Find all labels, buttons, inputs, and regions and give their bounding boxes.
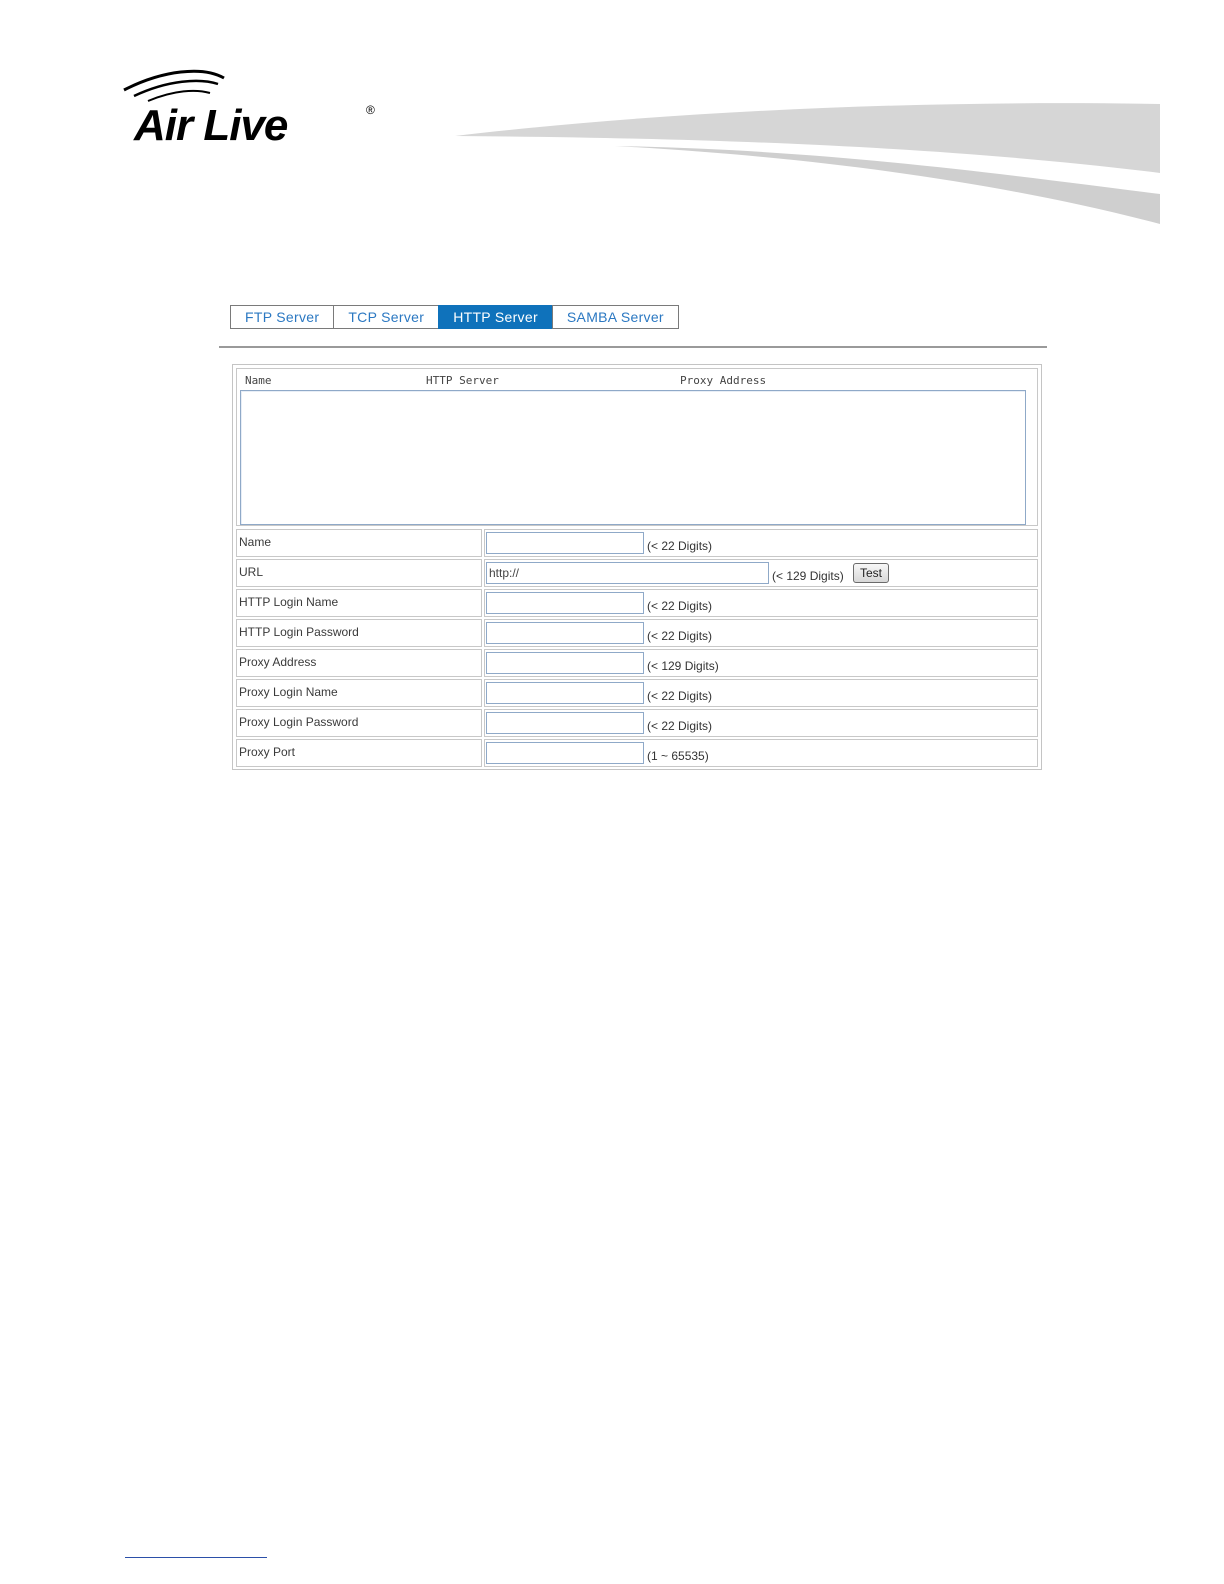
form-row-name bbox=[236, 528, 1038, 558]
form-row-proxy-login-name bbox=[236, 678, 1038, 708]
form-row-http-login-password bbox=[236, 618, 1038, 648]
http-server-list[interactable] bbox=[240, 390, 1026, 525]
form-row-proxy-address bbox=[236, 648, 1038, 678]
logo-wordmark: Air Live bbox=[134, 101, 288, 148]
proxy-login-name-hint: (< 22 Digits) bbox=[647, 689, 713, 703]
tab-tcp-server[interactable]: TCP Server bbox=[333, 305, 439, 329]
proxy-login-name-label: Proxy Login Name bbox=[236, 679, 482, 707]
http-server-list-box bbox=[236, 368, 1038, 526]
http-login-name-label: HTTP Login Name bbox=[236, 589, 482, 617]
column-header-proxy-address: Proxy Address bbox=[680, 374, 767, 387]
proxy-port-label: Proxy Port bbox=[236, 739, 482, 767]
tab-ftp-server[interactable]: FTP Server bbox=[230, 305, 334, 329]
server-tabs bbox=[230, 305, 678, 329]
proxy-address-input[interactable] bbox=[486, 652, 644, 674]
proxy-port-input[interactable] bbox=[486, 742, 644, 764]
logo-swoosh-arc-small bbox=[148, 91, 210, 101]
column-header-name: Name bbox=[245, 374, 272, 387]
url-label: URL bbox=[236, 559, 482, 587]
form-row-url bbox=[236, 558, 1038, 588]
footer-rule bbox=[125, 1557, 267, 1558]
http-login-name-hint: (< 22 Digits) bbox=[647, 599, 713, 613]
http-login-name-input[interactable] bbox=[486, 592, 644, 614]
form-row-proxy-login-password bbox=[236, 708, 1038, 738]
proxy-login-password-input[interactable] bbox=[486, 712, 644, 734]
proxy-address-hint: (< 129 Digits) bbox=[647, 659, 719, 673]
url-input[interactable] bbox=[486, 562, 769, 584]
tab-divider bbox=[219, 346, 1047, 348]
test-button[interactable]: Test bbox=[853, 563, 889, 583]
proxy-address-label: Proxy Address bbox=[236, 649, 482, 677]
http-login-password-hint: (< 22 Digits) bbox=[647, 629, 713, 643]
proxy-login-name-value-cell bbox=[484, 679, 1038, 707]
proxy-port-value-cell bbox=[484, 739, 1038, 767]
airlive-logo bbox=[118, 68, 388, 148]
tab-http-server[interactable]: HTTP Server bbox=[438, 305, 553, 329]
header-swoosh-graphic bbox=[455, 98, 1165, 230]
proxy-login-name-input[interactable] bbox=[486, 682, 644, 704]
name-label: Name bbox=[236, 529, 482, 557]
proxy-login-password-hint: (< 22 Digits) bbox=[647, 719, 713, 733]
name-value-cell bbox=[484, 529, 1038, 557]
form-row-http-login-name bbox=[236, 588, 1038, 618]
http-login-password-input[interactable] bbox=[486, 622, 644, 644]
url-value-cell bbox=[484, 559, 1038, 587]
url-hint: (< 129 Digits) bbox=[772, 569, 844, 583]
name-hint: (< 22 Digits) bbox=[647, 539, 713, 553]
form-row-proxy-port bbox=[236, 738, 1038, 768]
http-server-panel bbox=[232, 364, 1042, 770]
registered-mark: ® bbox=[366, 103, 375, 117]
proxy-address-value-cell bbox=[484, 649, 1038, 677]
name-input[interactable] bbox=[486, 532, 644, 554]
proxy-login-password-label: Proxy Login Password bbox=[236, 709, 482, 737]
tab-samba-server[interactable]: SAMBA Server bbox=[552, 305, 679, 329]
http-login-name-value-cell bbox=[484, 589, 1038, 617]
column-header-http-server: HTTP Server bbox=[426, 374, 499, 387]
logo-swoosh-arc-inner bbox=[134, 81, 218, 96]
proxy-port-hint: (1 ~ 65535) bbox=[647, 749, 709, 763]
proxy-login-password-value-cell bbox=[484, 709, 1038, 737]
http-login-password-value-cell bbox=[484, 619, 1038, 647]
http-login-password-label: HTTP Login Password bbox=[236, 619, 482, 647]
